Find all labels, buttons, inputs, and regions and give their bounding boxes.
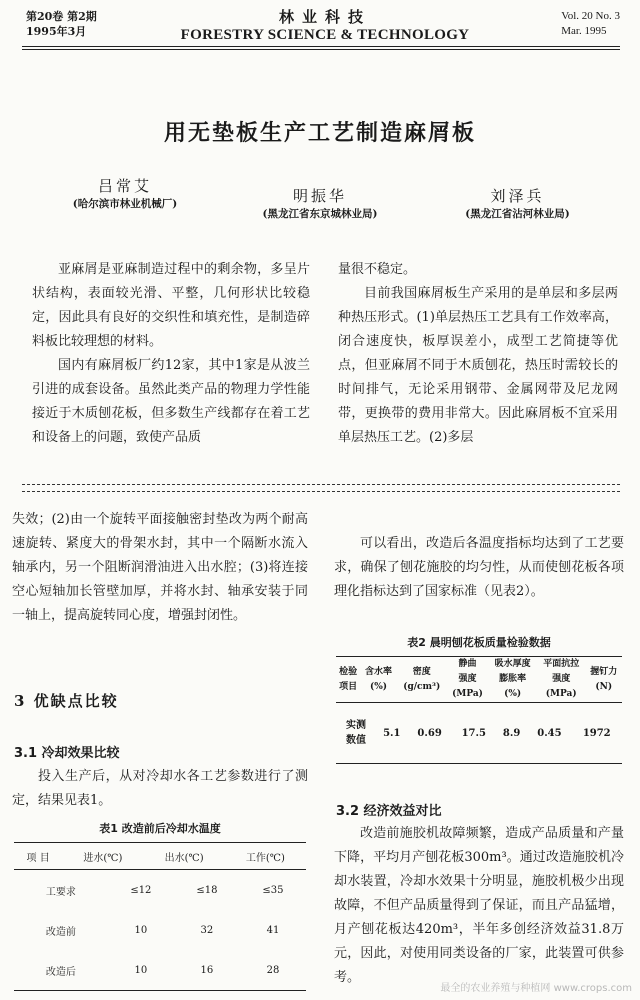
author-3 [430,186,605,222]
table-header: (MPa) [545,689,577,699]
journal-name-en: FORESTRY SCIENCE & TECHNOLOGY [180,27,470,43]
paragraph: 量很不稳定。 [338,262,417,277]
table-1 [14,842,306,991]
paragraph: 目前我国麻屑板生产采用的是单层和多层两种热压形式。(1)单层热压工艺具有工作效率高，闭合速度快，板厚误差小，成型工艺简捷等优点，但亚麻屑不同于木质刨花，热压时需较长的时间排气，无论采用钢带、金属网带及尼龙网带，更换带的费用非常大。因此麻屑板不宜采用单层热压工艺。(2)多层 [338,286,618,445]
journal-title [160,8,490,44]
table-cell: 8.9 [502,727,521,739]
author-affiliation: (哈尔滨市林业机械厂) [72,198,178,210]
header-line: 握钉力 [590,666,618,677]
table-1-caption: 表1 改造前后冷却水温度 [99,822,221,835]
table-cell: ≤35 [262,884,284,896]
table-2 [336,656,622,764]
table-header [336,657,360,702]
author-name: 刘泽兵 [490,187,545,205]
table-header: 进水(℃) [83,852,123,864]
header-line: (g/cm³) [403,681,441,692]
author-name: 吕常艾 [97,177,152,195]
section-3-2-heading: 3.2 经济效益对比 [336,804,442,819]
header-line: 密度 [412,666,431,677]
paragraph: 改造前施胶机故障频繁，造成产品质量和产量下降，平均月产刨花板300m³。通过改造施胶机冷却水装置，冷却水效果十分明显，施胶机极少出现故障，不但产品质量得到了保证，而且产品猛增，月产刨花板达420m³，半年多创经济效益31.8万元，因此，对使用同类设备的厂家，此装置可供参考。 [334,826,624,985]
table-header: 静曲 [458,659,477,669]
author-affiliation: (黑龙江省东京城林业局) [262,208,378,220]
author-affiliation: (黑龙江省沾河林业局) [465,208,570,220]
table-row [14,870,306,910]
header-line: 项目 [339,681,358,692]
table-cell: 0.45 [537,727,562,739]
header-line: (%) [369,681,388,692]
table-cell: 16 [200,964,214,976]
table-header: 工作(℃) [245,852,285,864]
header-line: 含水率 [365,666,393,677]
header-line: (N) [595,681,613,692]
table-cell: 改造前 [45,926,76,938]
row-label-line: 数值 [346,735,366,746]
table-header: 膨胀率 [499,674,527,684]
section-3-1-text [12,765,308,813]
table-cell: 工要求 [45,886,76,898]
table-2-caption: 表2 晨明刨花板质量检验数据 [407,636,551,649]
table-cell: 10 [134,924,148,936]
paragraph: 国内有麻屑板厂约12家，其中1家是从波兰引进的成套设备。虽然此类产品的物理力学性能接近于木质刨花板，但多数生产线都存在着工艺和设备上的问题，致使产品质 [32,358,310,445]
table-header: 吸水厚度 [494,659,531,669]
table-cell: 10 [134,964,148,976]
table-cell: 28 [266,964,280,976]
volume-en: Vol. 20 No. 3 [561,10,620,22]
section-3-heading: 3 优缺点比较 [14,692,119,710]
watermark: 最全的农业养殖与种植网 www.crops.com [440,983,632,994]
bottom-right-intro [334,532,624,604]
table-cell: 17.5 [461,727,486,739]
table-row [14,910,306,950]
table-cell: 改造后 [45,966,76,978]
paragraph: 投入生产后，从对冷却水各工艺参数进行了测定，结果见表1。 [12,769,308,808]
author-name: 明振华 [292,187,347,205]
table-header: 出水(℃) [164,852,204,864]
table-cell: 41 [266,924,280,936]
section-3-1-heading: 3.1 冷却效果比较 [14,746,120,761]
bottom-left-column [12,508,308,628]
row-label-line: 实测 [346,720,366,731]
paragraph: 可以看出，改造后各温度指标均达到了工艺要求，确保了刨花施胶的均匀性，从而使刨花板各项理化指标达到了国家标准（见表2）。 [334,536,624,599]
table-header: 平面抗拉 [543,659,580,669]
section-3-2-text [334,822,624,990]
author-1 [40,176,210,212]
table-header [586,657,622,702]
page-break-separator [22,484,620,492]
issue-info-en [561,9,620,39]
article-title: 用无垫板生产工艺制造麻屑板 [163,121,476,146]
table-header: 强度 [552,674,571,684]
table-cell: ≤18 [196,884,218,896]
table-header: (MPa) [452,689,483,699]
table-cell [336,703,376,763]
header-rule-2 [22,49,620,50]
table-header: 强度 [458,674,477,684]
author-2 [225,186,415,222]
table-cell: 1972 [582,727,611,739]
table-cell: 0.69 [417,727,442,739]
journal-name-zh: 林业科技 [278,8,371,26]
date-en: Mar. 1995 [561,25,607,37]
table-header: 项 目 [26,852,50,864]
paragraph: 失效；(2)由一个旋转平面接触密封垫改为两个耐高速旋转、紧度大的骨架水封，其中一个隔断水流入轴承内，另一个阻断润滑油进入出水腔；(3)将连接空心短轴加长管壁加厚，并将水封、轴承安装于同一轴上，提高旋转同心度，增强封闭性。 [12,512,308,623]
table-header [360,657,396,702]
table-cell: 5.1 [383,727,401,739]
table-row [336,703,622,763]
issue-info-zh [26,9,97,39]
table-header: (%) [504,689,522,699]
table-cell: ≤12 [130,884,152,896]
date-zh: 1995年3月 [26,25,87,38]
paragraph: 亚麻屑是亚麻制造过程中的剩余物，多呈片状结构，表面较光滑、平整，几何形状比较稳定，因此具有良好的交织性和填充性，是制造碎料板比较理想的材料。 [32,262,310,349]
volume-zh: 第20卷 第2期 [26,10,97,23]
table-cell: 32 [200,924,214,936]
top-left-column [32,258,310,450]
header-rule [22,46,620,47]
table-row [14,950,306,990]
table-header [397,657,447,702]
header-line: 检验 [339,666,358,677]
top-right-column [338,258,618,450]
